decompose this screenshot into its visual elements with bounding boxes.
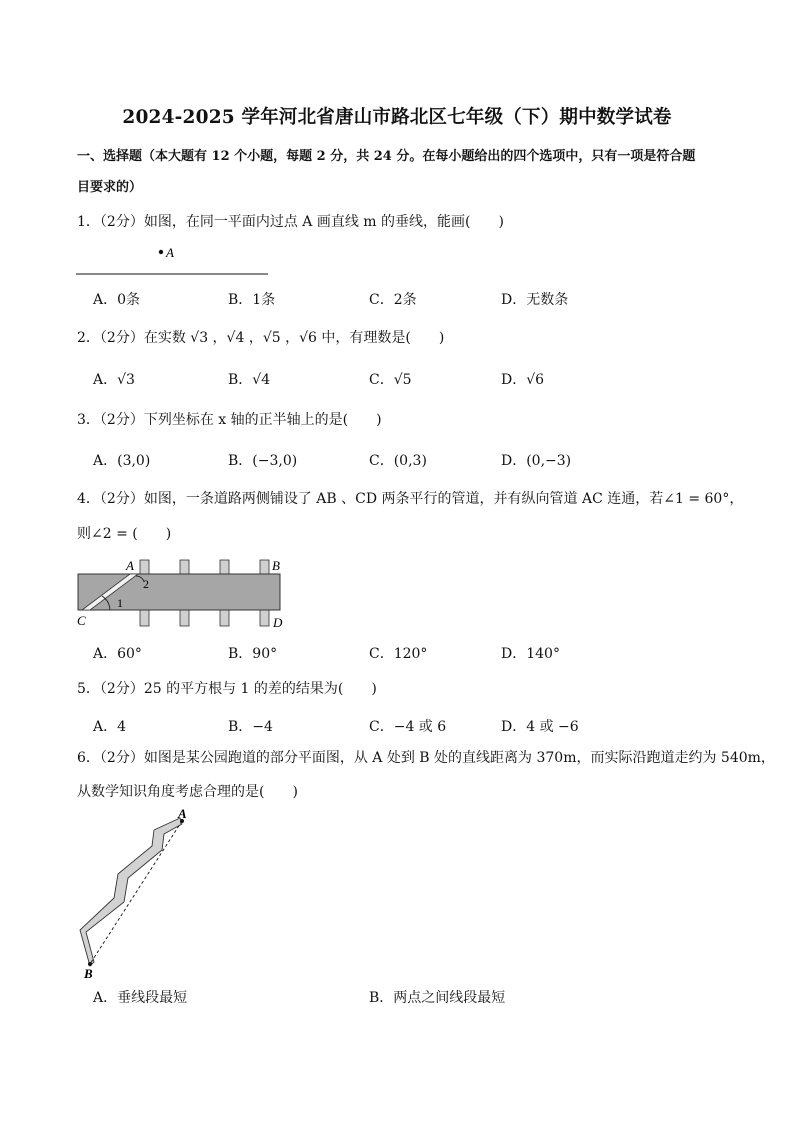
q5-option-b[interactable]: B．−4 xyxy=(228,719,273,735)
q1-option-d[interactable]: D．无数条 xyxy=(501,292,569,308)
q5-option-d[interactable]: D．4 或 −6 xyxy=(501,719,579,735)
question-6-stem-line2: 从数学知识角度考虑合理的是( ) xyxy=(77,784,298,800)
label-d: D xyxy=(273,615,283,630)
question-6-stem xyxy=(77,747,775,767)
question-1-text: （2分）如图，在同一平面内过点 A 画直线 m 的垂线，能画( ) xyxy=(99,214,504,230)
q4-option-a[interactable]: A．60° xyxy=(93,646,142,662)
section-heading-line2: 目要求的） xyxy=(77,180,143,195)
q4-option-d[interactable]: D．140° xyxy=(501,646,560,662)
q2-option-b[interactable]: B．√4 xyxy=(228,372,271,388)
q3-option-d[interactable]: D．(0,−3) xyxy=(501,453,572,469)
point-a-dot xyxy=(159,250,163,254)
question-1-figure xyxy=(76,240,272,280)
question-3-number: 3． xyxy=(77,412,100,428)
question-3-text: （2分）下列坐标在 x 轴的正半轴上的是( ) xyxy=(99,412,382,428)
label-b: B xyxy=(84,966,93,981)
q6-option-b[interactable]: B．两点之间线段最短 xyxy=(369,990,506,1006)
question-4-stem xyxy=(77,488,743,508)
question-4-text: （2分）如图，一条道路两侧铺设了 AB 、CD 两条平行的管道，并有纵向管道 AC 连通，若∠1 = 60°， xyxy=(99,491,744,507)
q5-option-c[interactable]: C．−4 或 6 xyxy=(369,719,447,735)
q1-option-c[interactable]: C．2条 xyxy=(369,292,417,308)
question-5-stem xyxy=(77,678,377,698)
label-angle-2: 2 xyxy=(143,577,149,591)
question-1-number: 1． xyxy=(77,214,100,230)
question-6-text: （2分）如图是某公园跑道的部分平面图，从 A 处到 B 处的直线距离为 370m，而实际沿跑道走约为 540m， xyxy=(99,750,775,766)
question-2-stem xyxy=(77,327,444,347)
question-1-stem xyxy=(77,211,504,231)
question-5-number: 5． xyxy=(77,681,100,697)
running-track xyxy=(80,818,182,966)
label-c: C xyxy=(77,613,86,628)
q2-option-c[interactable]: C．√5 xyxy=(369,372,412,388)
question-6-number: 6． xyxy=(77,750,100,766)
label-angle-1: 1 xyxy=(117,596,123,610)
question-2-text: （2分）在实数 √3 ，√4 ，√5 ，√6 中，有理数是( ) xyxy=(99,330,445,346)
q3-option-a[interactable]: A．(3,0) xyxy=(93,453,151,469)
q2-option-a[interactable]: A．√3 xyxy=(93,372,135,388)
question-5-text: （2分）25 的平方根与 1 的差的结果为( ) xyxy=(99,681,377,697)
question-2-number: 2． xyxy=(77,330,100,346)
q2-option-d[interactable]: D．√6 xyxy=(501,372,545,388)
q3-option-b[interactable]: B．(−3,0) xyxy=(228,453,298,469)
page-title: 2024-2025 学年河北省唐山市路北区七年级（下）期中数学试卷 xyxy=(122,107,672,128)
q1-option-a[interactable]: A．0条 xyxy=(93,292,141,308)
question-6-figure xyxy=(72,808,202,984)
straight-line-ab xyxy=(90,821,182,964)
section-heading-line1: 一、选择题（本大题有 12 个小题，每题 2 分，共 24 分。在每小题给出的四个选项中，只有一项是符合题 xyxy=(77,149,696,164)
question-4-figure xyxy=(74,556,294,632)
q3-option-c[interactable]: C．(0,3) xyxy=(369,453,427,469)
question-4-number: 4． xyxy=(77,491,100,507)
q5-option-a[interactable]: A．4 xyxy=(93,719,127,735)
question-4-stem-line2: 则∠2 = ( ) xyxy=(77,526,172,542)
label-a: A xyxy=(126,558,134,573)
q4-option-b[interactable]: B．90° xyxy=(228,646,278,662)
q1-option-b[interactable]: B．1条 xyxy=(228,292,276,308)
q6-option-a[interactable]: A．垂线段最短 xyxy=(93,990,188,1006)
label-a: A xyxy=(178,808,187,821)
q4-option-c[interactable]: C．120° xyxy=(369,646,428,662)
question-3-stem xyxy=(77,409,382,429)
label-b: B xyxy=(272,558,280,573)
point-a-label: A xyxy=(166,245,174,260)
